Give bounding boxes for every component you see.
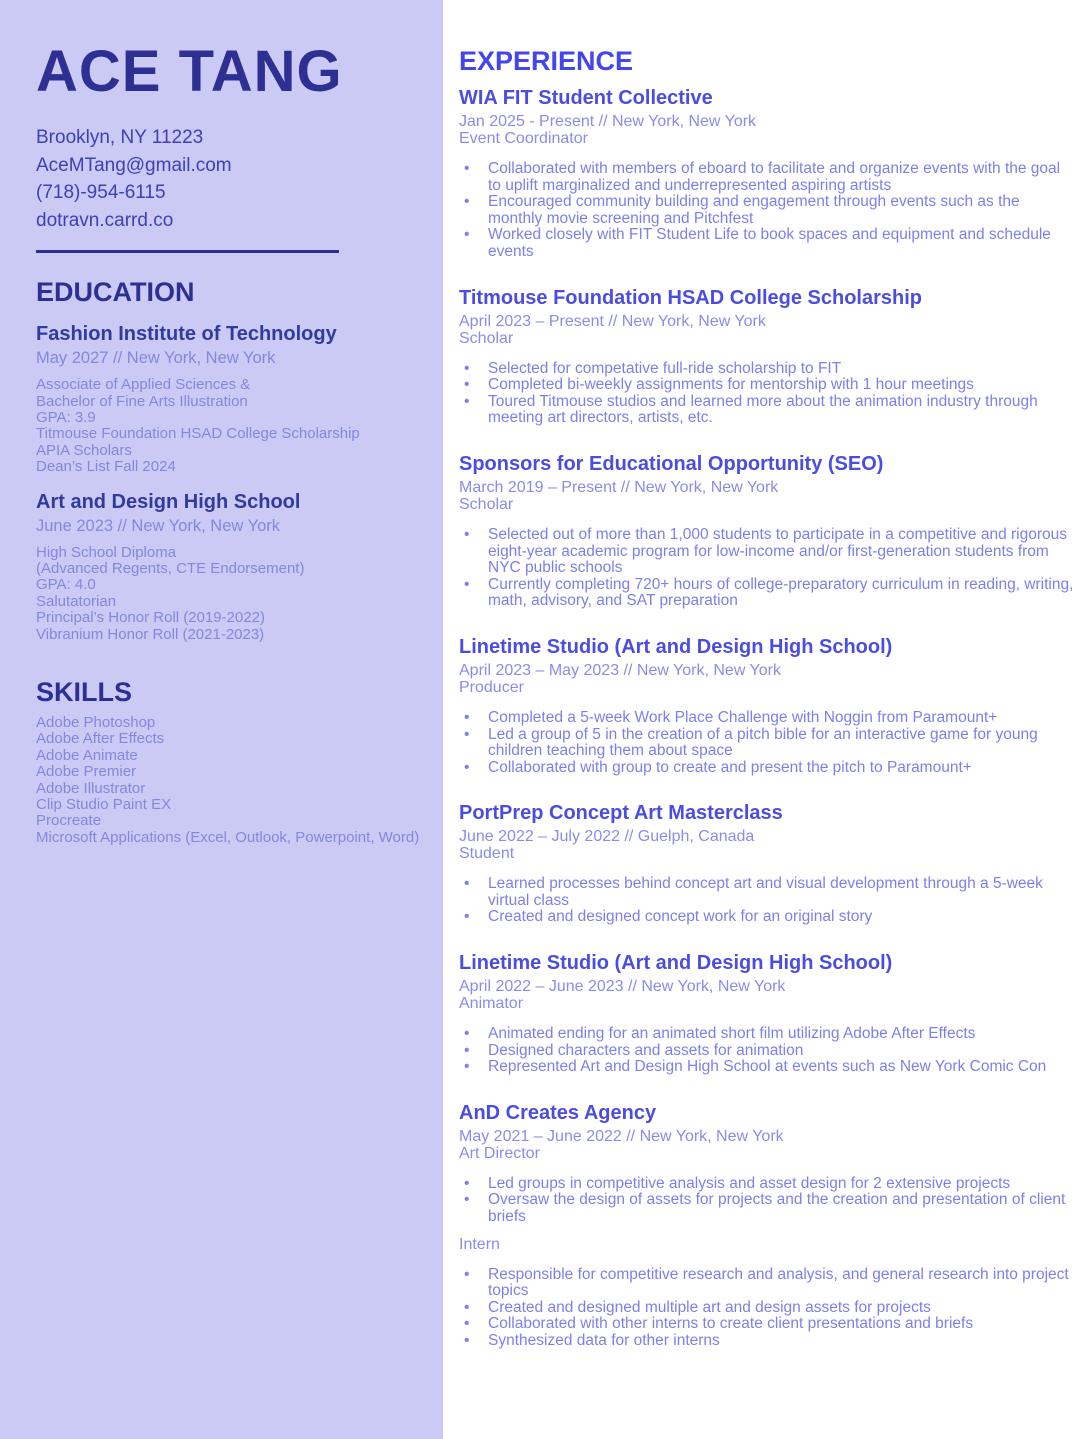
role-title: Producer	[459, 678, 524, 696]
bullet-list	[459, 1267, 1078, 1350]
role-title: Animator	[459, 995, 524, 1013]
entry-date-location: April 2022 – June 2023 // New York, New York	[459, 978, 786, 996]
bullet-item	[459, 1059, 1078, 1076]
entry-date-location: April 2023 – May 2023 // New York, New York	[459, 661, 781, 679]
entry-title: WIA FIT Student Collective	[459, 87, 713, 109]
entry-date-location: Jan 2025 - Present // New York, New York	[459, 113, 757, 130]
role-block	[459, 330, 1078, 427]
school-details	[36, 545, 425, 643]
bullet-text: Oversaw the design of assets for projects and the creation and presentation of client briefs	[488, 1191, 1066, 1226]
education-heading: EDUCATION	[36, 277, 195, 308]
role-title: Scholar	[459, 329, 514, 347]
bullet-icon: •	[464, 525, 470, 543]
bullet-text: Completed bi-weekly assignments for mentorship with 1 hour meetings	[488, 376, 974, 394]
entry-title: Linetime Studio (Art and Design High School)	[459, 952, 893, 975]
school-detail-line: APIA Scholars	[36, 441, 132, 459]
entry-title: Linetime Studio (Art and Design High School)	[459, 635, 893, 658]
bullet-icon: •	[464, 908, 470, 926]
contact-line: (718)-954-6115	[36, 182, 166, 204]
bullet-text: Selected out of more than 1,000 students to participate in a competitive and rigorous eight-year academic program for low-income and/or first-generation students from NYC public schools	[488, 525, 1068, 577]
bullet-icon: •	[464, 1265, 470, 1283]
experience-heading: EXPERIENCE	[459, 46, 634, 76]
school-detail-line: Vibranium Honor Roll (2021-2023)	[36, 625, 265, 643]
bullet-icon: •	[464, 575, 470, 593]
skill-item: Adobe Animate	[36, 746, 138, 764]
divider-line	[36, 250, 339, 253]
role-block	[459, 130, 1078, 261]
bullet-icon: •	[464, 359, 470, 377]
school-detail-line: Bachelor of Fine Arts Illustration	[36, 392, 248, 410]
bullet-item	[459, 1333, 1078, 1350]
bullet-item	[459, 527, 1078, 577]
bullet-item	[459, 577, 1078, 610]
role-title: Intern	[459, 1235, 500, 1253]
bullet-text: Toured Titmouse studios and learned more about the animation industry through meeting art directors, artists, etc.	[488, 392, 1038, 427]
bullet-icon: •	[464, 1041, 470, 1059]
entry-title: AnD Creates Agency	[459, 1101, 657, 1124]
bullet-item	[459, 1026, 1078, 1043]
entry-date-location: May 2021 – June 2022 // New York, New York	[459, 1127, 784, 1145]
school-detail-line: GPA: 3.9	[36, 408, 96, 426]
role-title: Student	[459, 845, 515, 863]
bullet-list	[459, 361, 1078, 427]
bullet-item	[459, 161, 1078, 194]
school-detail-line: Titmouse Foundation HSAD College Scholarship	[36, 425, 360, 443]
school-name: Fashion Institute of Technology	[36, 323, 337, 346]
bullet-icon: •	[464, 758, 470, 776]
entry-roles	[459, 845, 1078, 926]
experience-entry	[459, 636, 1078, 776]
bullet-item	[459, 194, 1078, 227]
skill-item: Adobe After Effects	[36, 730, 165, 748]
bullet-item	[459, 760, 1078, 777]
bullet-icon: •	[464, 376, 470, 394]
role-title: Event Coordinator	[459, 130, 588, 147]
bullet-text: Created and designed multiple art and design assets for projects	[488, 1298, 931, 1316]
bullet-list	[459, 1176, 1078, 1226]
role-block	[459, 845, 1078, 926]
experience-entry	[459, 287, 1078, 427]
bullet-icon: •	[464, 193, 470, 211]
school-date-location: May 2027 // New York, New York	[36, 349, 276, 368]
school-detail-line: GPA: 4.0	[36, 576, 96, 594]
bullet-text: Completed a 5-week Work Place Challenge with Noggin from Paramount+	[488, 708, 998, 726]
entry-title: PortPrep Concept Art Masterclass	[459, 802, 783, 825]
school-detail-line: (Advanced Regents, CTE Endorsement)	[36, 560, 305, 577]
bullet-item	[459, 710, 1078, 727]
bullet-icon: •	[464, 1315, 470, 1333]
bullet-item	[459, 909, 1078, 926]
bullet-text: Represented Art and Design High School at events such as New York Comic Con	[488, 1058, 1047, 1076]
bullet-text: Designed characters and assets for animation	[488, 1041, 804, 1059]
bullet-text: Created and designed concept work for an original story	[488, 908, 873, 926]
skill-item: Microsoft Applications (Excel, Outlook, Powerpoint, Word)	[36, 828, 420, 846]
experience-entry	[459, 87, 1078, 261]
bullet-item	[459, 1176, 1078, 1193]
school-details	[36, 377, 425, 475]
entry-roles	[459, 679, 1078, 776]
school-name: Art and Design High School	[36, 490, 301, 513]
bullet-list	[459, 876, 1078, 926]
bullet-list	[459, 710, 1078, 776]
bullet-text: Collaborated with members of eboard to facilitate and organize events with the goal to uplift marginalized and underrepresented aspiring artists	[488, 160, 1061, 194]
bullet-icon: •	[464, 1174, 470, 1192]
name-heading: ACE TANG	[36, 39, 343, 104]
entry-roles	[459, 130, 1078, 261]
bullet-text: Learned processes behind concept art and visual development through a 5-week virtual class	[488, 875, 1043, 909]
entry-date-location: April 2023 – Present // New York, New York	[459, 312, 766, 330]
bullet-text: Led a group of 5 in the creation of a pitch bible for an interactive game for young children teaching them about space	[488, 725, 1038, 760]
bullet-icon: •	[464, 226, 470, 244]
experience-entry	[459, 952, 1078, 1076]
bullet-text: Responsible for competitive research and analysis, and general research into project topics	[488, 1265, 1069, 1300]
bullet-text: Led groups in competitive analysis and asset design for 2 extensive projects	[488, 1174, 1011, 1192]
bullet-text: Collaborated with other interns to create client presentations and briefs	[488, 1315, 974, 1333]
entry-date-location: March 2019 – Present // New York, New York	[459, 478, 779, 496]
entry-roles	[459, 1145, 1078, 1350]
bullet-text: Collaborated with group to create and present the pitch to Paramount+	[488, 758, 972, 776]
bullet-icon: •	[464, 1332, 470, 1349]
skill-item: Adobe Illustrator	[36, 779, 146, 797]
bullet-icon: •	[464, 1025, 470, 1043]
bullet-item	[459, 227, 1078, 260]
bullet-icon: •	[464, 392, 470, 410]
skill-item: Procreate	[36, 812, 102, 830]
bullet-item	[459, 1267, 1078, 1300]
role-title: Art Director	[459, 1144, 540, 1162]
bullet-text: Synthesized data for other interns	[488, 1332, 720, 1349]
entry-title: Titmouse Foundation HSAD College Scholarship	[459, 286, 922, 309]
education-list	[36, 323, 425, 643]
school-date-location: June 2023 // New York, New York	[36, 516, 280, 535]
entry-title: Sponsors for Educational Opportunity (SEO)	[459, 452, 884, 475]
bullet-icon: •	[464, 725, 470, 743]
bullet-text: Animated ending for an animated short film utilizing Adobe After Effects	[488, 1025, 976, 1043]
experience-entry	[459, 453, 1078, 610]
school-detail-line: Principal’s Honor Roll (2019-2022)	[36, 609, 266, 627]
experience-entry	[459, 802, 1078, 926]
school-detail-line: Dean’s List Fall 2024	[36, 458, 176, 476]
skill-item: Adobe Premier	[36, 763, 137, 781]
bullet-item	[459, 876, 1078, 909]
bullet-item	[459, 394, 1078, 427]
bullet-text: Encouraged community building and engagement through events such as the monthly movie screening and Pitchfest	[488, 193, 1020, 227]
experience-column	[443, 0, 1078, 1439]
entry-date-location: June 2022 – July 2022 // Guelph, Canada	[459, 828, 755, 846]
contact-line: AceMTang@gmail.com	[36, 154, 232, 176]
role-block	[459, 496, 1078, 610]
bullet-text: Selected for competative full-ride scholarship to FIT	[488, 359, 842, 377]
bullet-item	[459, 1192, 1078, 1225]
bullet-icon: •	[464, 160, 470, 177]
skill-item: Clip Studio Paint EX	[36, 796, 172, 814]
school-detail-line: Salutatorian	[36, 592, 117, 610]
bullet-item	[459, 1300, 1078, 1317]
bullet-list	[459, 161, 1078, 261]
role-title: Scholar	[459, 495, 514, 513]
bullet-text: Currently completing 720+ hours of college-preparatory curriculum in reading, writing, math, advisory, and SAT preparation	[488, 575, 1074, 610]
sidebar	[0, 0, 443, 1439]
bullet-icon: •	[464, 1191, 470, 1209]
role-block	[459, 995, 1078, 1076]
role-block	[459, 679, 1078, 776]
school-detail-line: High School Diploma	[36, 543, 177, 561]
bullet-icon: •	[464, 1298, 470, 1316]
skill-item: Adobe Photoshop	[36, 714, 156, 732]
bullet-item	[459, 1316, 1078, 1333]
entry-roles	[459, 496, 1078, 610]
bullet-list	[459, 527, 1078, 610]
bullet-text: Worked closely with FIT Student Life to book spaces and equipment and schedule events	[488, 226, 1051, 260]
bullet-item	[459, 727, 1078, 760]
bullet-icon: •	[464, 1058, 470, 1076]
experience-entry	[459, 1102, 1078, 1350]
entry-roles	[459, 330, 1078, 427]
skills-heading: SKILLS	[36, 677, 133, 708]
bullet-item	[459, 361, 1078, 378]
bullet-icon: •	[464, 875, 470, 893]
bullet-item	[459, 1043, 1078, 1060]
skills-list	[36, 715, 425, 846]
education-entry	[36, 491, 425, 643]
contact-line: Brooklyn, NY 11223	[36, 127, 204, 149]
experience-list	[459, 87, 1078, 1350]
bullet-list	[459, 1026, 1078, 1076]
school-detail-line: Associate of Applied Sciences &	[36, 376, 251, 394]
role-block	[459, 1236, 1078, 1350]
contact-block	[36, 124, 425, 234]
contact-line: dotravn.carrd.co	[36, 209, 174, 231]
education-entry	[36, 323, 425, 475]
role-block	[459, 1145, 1078, 1226]
entry-roles	[459, 995, 1078, 1076]
bullet-icon: •	[464, 708, 470, 726]
bullet-item	[459, 377, 1078, 394]
